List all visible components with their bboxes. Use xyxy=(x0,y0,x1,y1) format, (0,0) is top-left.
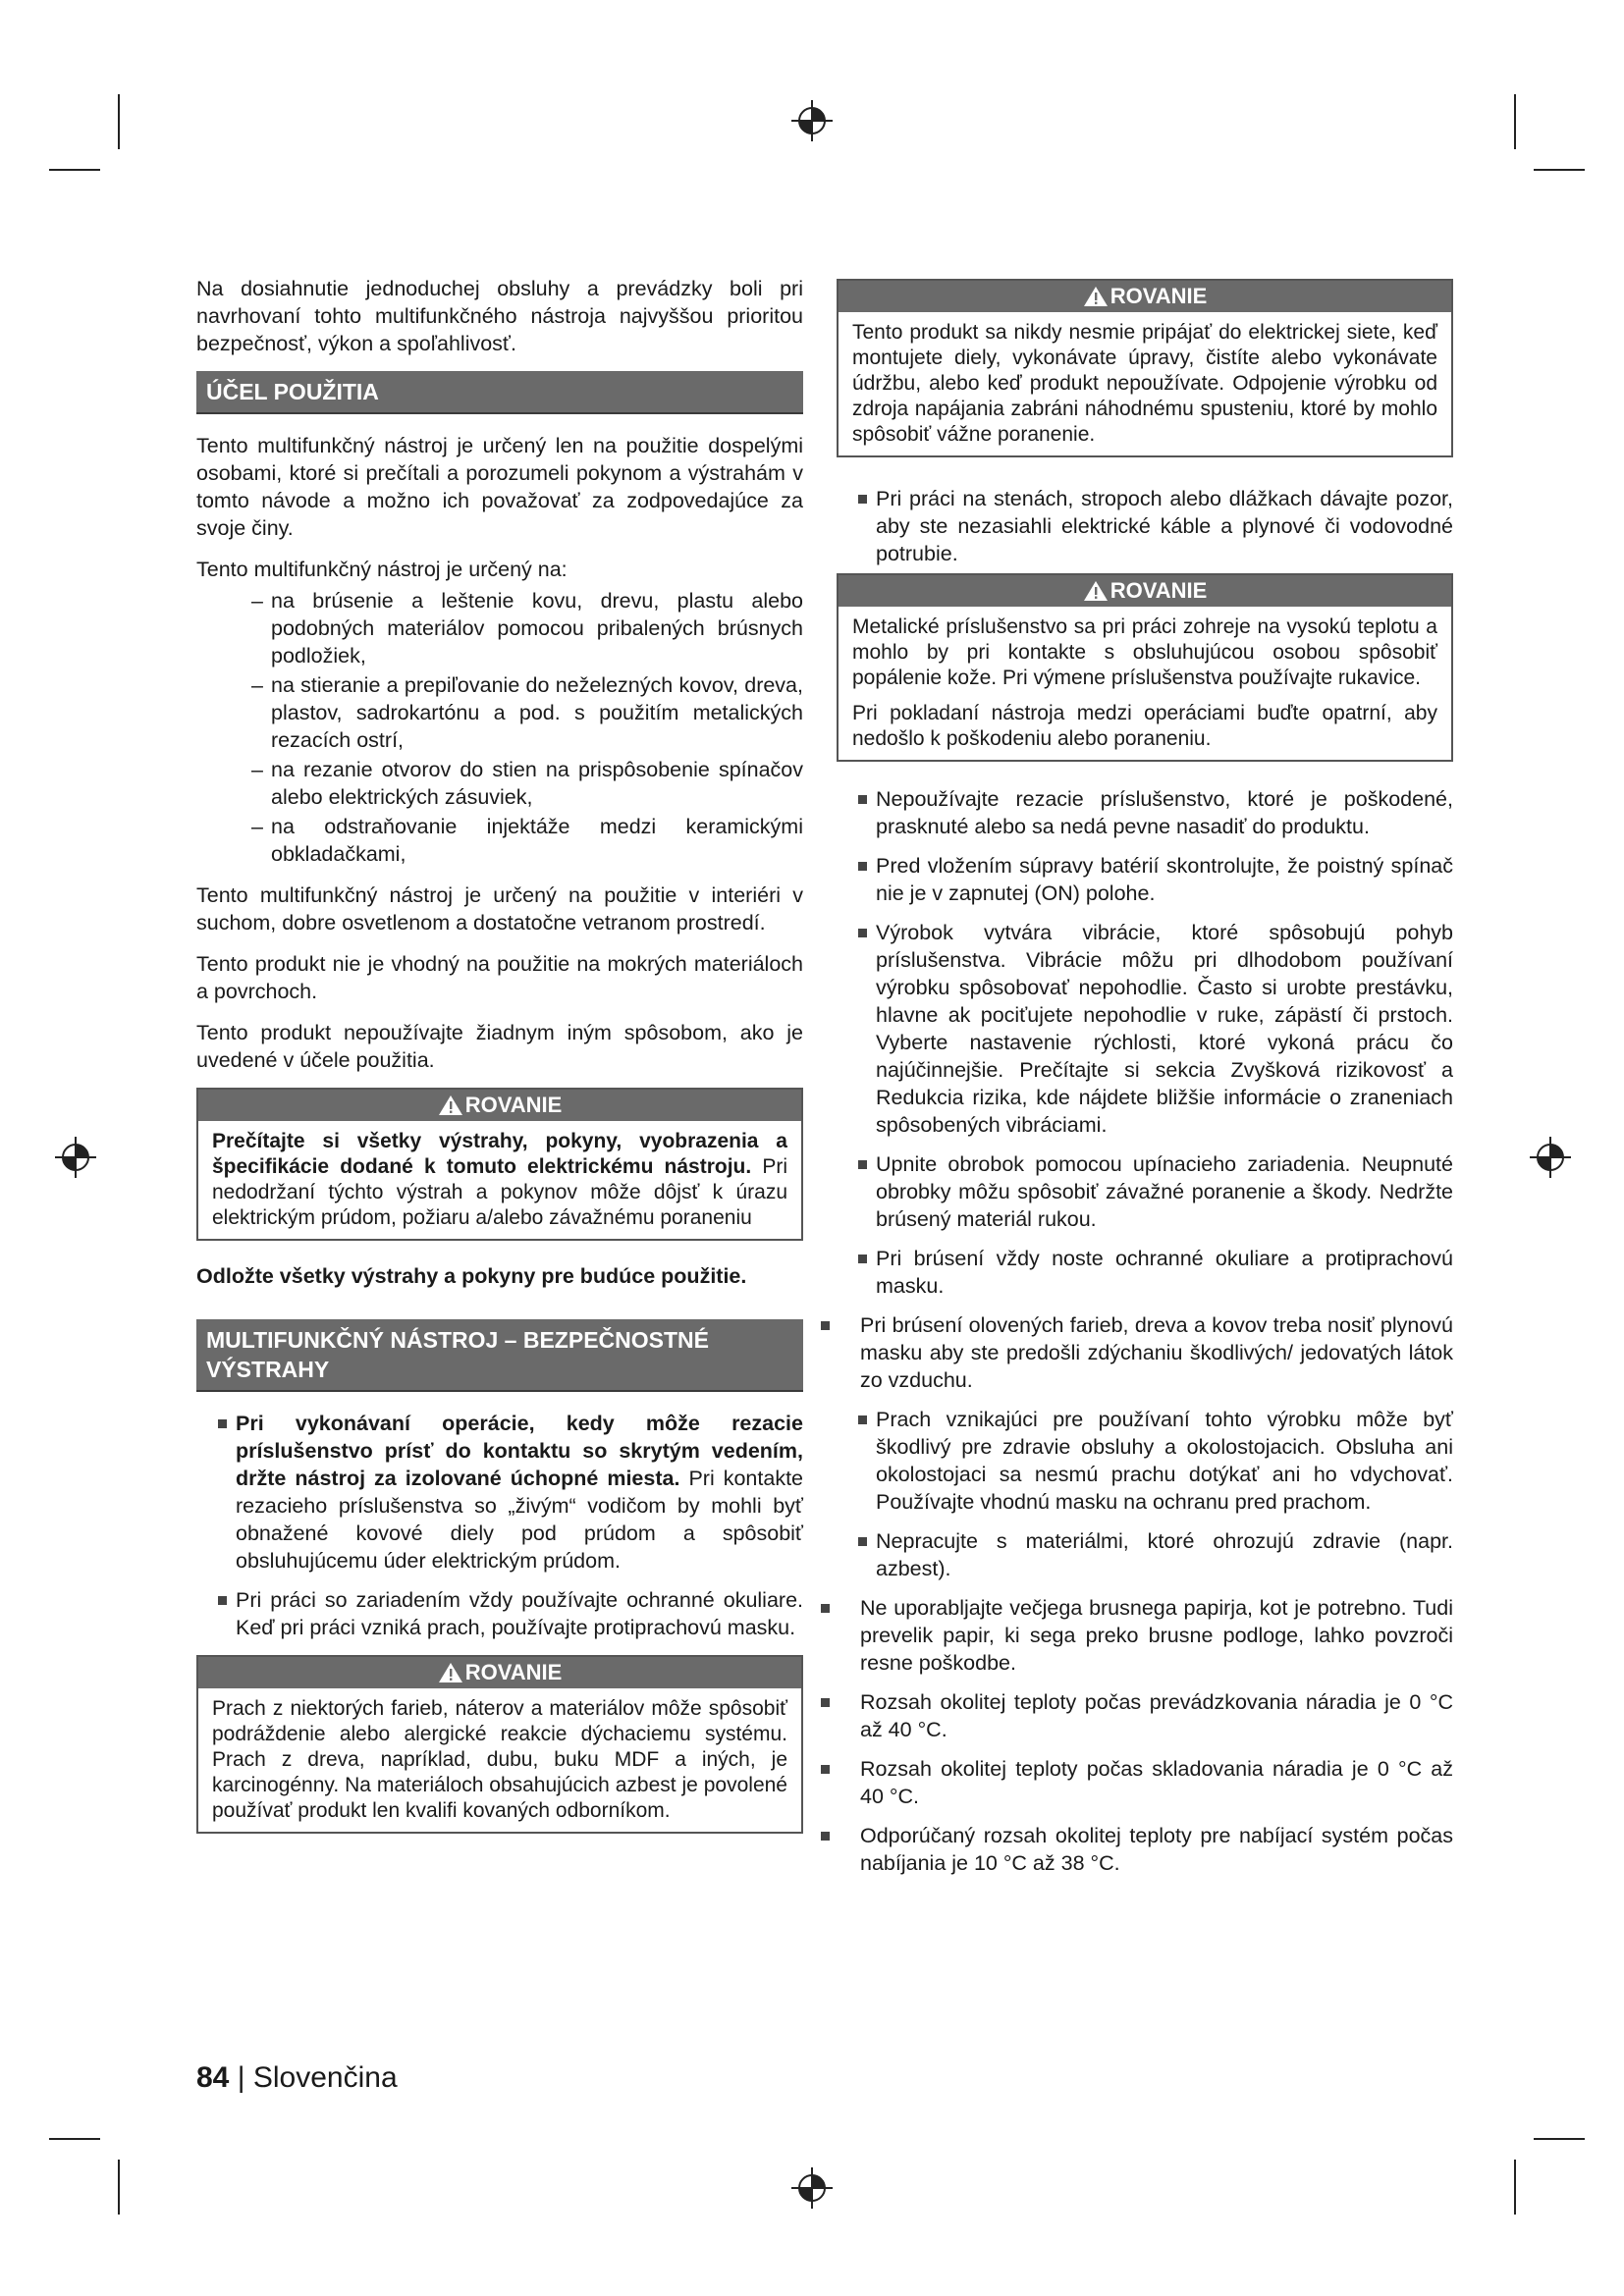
bullet-square-icon xyxy=(218,1596,227,1605)
bullet-square-icon xyxy=(821,1765,830,1774)
warning-body xyxy=(198,1121,801,1239)
dash-marker: – xyxy=(251,589,263,613)
bullet-square-icon xyxy=(858,1537,867,1546)
warning-header xyxy=(198,1657,801,1688)
list-item xyxy=(196,756,803,811)
bullet-square-icon xyxy=(821,1698,830,1707)
tool-bullets xyxy=(837,785,1453,1300)
warning-bold-text: Prečítajte si všetky výstrahy, pokyny, vyobrazenia a špecifikácie dodané k tomuto elektrickému nástroju. xyxy=(212,1130,787,1178)
bullet-square-icon xyxy=(821,1321,830,1330)
bullet-text: Pri práci na stenách, stropoch alebo dlážkach dávajte pozor, aby ste nezasiahli elektrické káble a plynové či vodovodné potrubie. xyxy=(876,487,1453,565)
bullet-text: Rozsah okolitej teploty počas skladovania náradia je 0 °C až 40 °C. xyxy=(860,1757,1453,1808)
purpose-paragraph-2: Tento multifunkčný nástroj je určený na: xyxy=(196,558,568,581)
list-item xyxy=(837,1150,1453,1233)
purpose-section-title: ÚČEL POUŽITIA xyxy=(196,371,803,414)
list-item-text: na odstraňovanie injektáže medzi keramickými obkladačkami, xyxy=(271,815,803,866)
bullet-text: Pri práci so zariadením vždy používajte ochranné okuliare. Keď pri práci vzniká prach, používajte protiprachovú masku. xyxy=(236,1588,803,1639)
dash-marker: – xyxy=(251,815,263,838)
list-item xyxy=(821,1688,1453,1743)
warning-title: ROVANIE xyxy=(464,1660,563,1684)
bullet-square-icon xyxy=(858,795,867,804)
list-item xyxy=(821,1594,1453,1677)
list-item xyxy=(837,919,1453,1139)
bullet-square-icon xyxy=(858,495,867,504)
warning-triangle-icon xyxy=(1083,286,1109,307)
crop-mark-br-v xyxy=(1514,2160,1516,2215)
warning-text: Tento produkt sa nikdy nesmie pripájať do elektrickej siete, keď montujete diely, vykonávate úpravy, čistíte alebo vykonávate údržbu, alebo keď produkt nepoužívate. Odpojenie výrobku od zdroja napájania zabráni náhodnému spusteniu, ktoré by mohlo spôsobiť vážne poranenie. xyxy=(852,321,1437,446)
warning-box-disconnect xyxy=(837,279,1453,457)
registration-mark-top xyxy=(789,98,835,143)
warning-triangle-icon xyxy=(438,1095,463,1116)
registration-mark-right xyxy=(1528,1135,1573,1180)
bullet-square-icon xyxy=(218,1419,227,1428)
warning-box-dust xyxy=(196,1655,803,1834)
list-item xyxy=(821,1755,1453,1810)
bullet-text: Ne uporabljajte večjega brusnega papirja, kot je potrebno. Tudi prevelik papir, ki sega preko brusne podloge, lahko povzroči resne poškodbe. xyxy=(860,1596,1453,1675)
crop-mark-tl-v xyxy=(118,94,120,149)
purpose-paragraph-4: Tento produkt nie je vhodný na použitie na mokrých materiáloch a povrchoch. xyxy=(196,952,803,1003)
bullet-square-icon xyxy=(858,862,867,871)
bullet-square-icon xyxy=(821,1832,830,1841)
footer-separator: | xyxy=(237,2061,245,2094)
list-item-text: na stieranie a prepiľovanie do neželezných kovov, dreva, plastov, sadrokartónu a pod. s použitím metalických rezacích ostrí, xyxy=(271,673,803,752)
list-item-text: na brúsenie a leštenie kovu, drevu, plastu alebo podobných materiálov pomocou pribalených brúsnych podložiek, xyxy=(271,589,803,667)
right-column xyxy=(837,275,1453,1891)
safety-bullets xyxy=(196,1410,803,1641)
bullet-text: Rozsah okolitej teploty počas prevádzkovania náradia je 0 °C až 40 °C. xyxy=(860,1690,1453,1741)
crop-mark-tl-h xyxy=(49,169,100,171)
warning-title: ROVANIE xyxy=(1110,284,1208,308)
list-item xyxy=(196,671,803,754)
bullet-text: Nepoužívajte rezacie príslušenstvo, ktoré je poškodené, prasknuté alebo sa nedá pevne nasadiť do produktu. xyxy=(876,787,1453,838)
temperature-bullets xyxy=(821,1594,1453,1877)
purpose-paragraph-3: Tento multifunkčný nástroj je určený na použitie v interiéri v suchom, dobre osvetlenom a dostatočne vetranom prostredí. xyxy=(196,883,803,934)
warning-text: Pri nedodržaní týchto výstrah a pokynov môže dôjsť k úrazu elektrickým prúdom, požiaru a/alebo závažnému poraneniu xyxy=(212,1155,788,1229)
safety-section-title: MULTIFUNKČNÝ NÁSTROJ – BEZPEČNOSTNÉ VÝSTRAHY xyxy=(196,1319,803,1392)
registration-mark-left xyxy=(53,1135,98,1180)
warning-body xyxy=(198,1688,801,1832)
lead-paint-bullet xyxy=(837,1311,1453,1394)
warning-body xyxy=(839,607,1451,760)
keep-instructions-notice: Odložte všetky výstrahy a pokyny pre budúce použitie. xyxy=(196,1264,747,1288)
crop-mark-bl-h xyxy=(49,2138,100,2140)
bullet-text: Upnite obrobok pomocou upínacieho zariadenia. Neupnuté obrobky môžu spôsobiť závažné poranenie a škody. Nedržte brúsený materiál rukou. xyxy=(876,1152,1453,1231)
bullet-text: Pri kontakte rezacieho príslušenstva so „živým“ vodičom by mohli byť obnažené kovové diely pod prúdom a spôsobiť obsluhujúcemu úder elektrickým prúdom. xyxy=(236,1467,804,1573)
warning-title: ROVANIE xyxy=(1110,578,1208,603)
bullet-square-icon xyxy=(858,1160,867,1169)
warning-triangle-icon xyxy=(438,1662,463,1683)
purpose-paragraph-5: Tento produkt nepoužívajte žiadnym iným spôsobom, ako je uvedené v účele použitia. xyxy=(196,1021,803,1072)
bullet-text: Prach vznikajúci pre používaní tohto výrobku môže byť škodlivý pre zdravie obsluhy a okolostojacich. Obsluha ani okolostojaci sa nesmú prachu dotýkať ani ho vdychovať. Používajte vhodnú masku na ochranu pred prachom. xyxy=(876,1408,1453,1514)
page-footer xyxy=(196,2061,398,2095)
walls-bullet xyxy=(837,485,1453,567)
warning-header xyxy=(839,575,1451,607)
bullet-text: Pred vložením súpravy batérií skontrolujte, že poistný spínač nie je v zapnutej (ON) polohe. xyxy=(876,854,1453,905)
warning-body xyxy=(839,312,1451,455)
registration-mark-bottom xyxy=(789,2165,835,2211)
warning-header xyxy=(839,281,1451,312)
list-item xyxy=(821,1311,1453,1394)
bullet-square-icon xyxy=(858,1415,867,1424)
list-item xyxy=(837,485,1453,567)
list-item xyxy=(196,1586,803,1641)
list-item xyxy=(837,1406,1453,1516)
bullet-bold-text: Pri vykonávaní operácie, kedy môže rezacie príslušenstvo prísť do kontaktu so skrytým vedením, držte nástroj za izolované úchopné miesta. xyxy=(236,1412,803,1490)
warning-header xyxy=(198,1090,801,1121)
crop-mark-tr-v xyxy=(1514,94,1516,149)
intro-paragraph: Na dosiahnutie jednoduchej obsluhy a prevádzky boli pri navrhovaní tohto multifunkčného nástroja najvyššou prioritou bezpečnosť, výkon a spoľahlivosť. xyxy=(196,277,803,355)
uses-list xyxy=(196,587,803,868)
bullet-text: Odporúčaný rozsah okolitej teploty pre nabíjací systém počas nabíjania je 10 °C až 38 °C. xyxy=(860,1824,1453,1875)
warning-text: Pri pokladaní nástroja medzi operáciami buďte opatrní, aby nedošlo k poškodeniu alebo poraneniu. xyxy=(852,702,1437,750)
warning-text: Prach z niektorých farieb, náterov a materiálov môže spôsobiť podráždenie alebo alergické reakcie dýchaciemu systému. Prach z dreva, napríklad, dubu, buku MDF a iných, je karcinogénny. Na materiáloch obsahujúcich azbest je povolené používať produkt len kvalifi kovaných odborníkom. xyxy=(212,1697,787,1822)
dash-marker: – xyxy=(251,673,263,697)
list-item xyxy=(196,1410,803,1575)
warning-triangle-icon xyxy=(1083,580,1109,602)
warning-box-read-instructions xyxy=(196,1088,803,1241)
footer-language: Slovenčina xyxy=(252,2061,398,2094)
warning-box-hot-accessory xyxy=(837,573,1453,762)
bullet-text: Výrobok vytvára vibrácie, ktoré spôsobujú pohyb príslušenstva. Vibrácie môžu pri dlhodobom používaní výrobku spôsobovať nepohodlie. Často si urobte prestávku, hlavne ak pociťujete nepohodlie v ruke, zápästí či prstoch. Vyberte nastavenie rýchlosti, ktoré vykoná prácu čo najúčinnejšie. Prečítajte si sekcia Zvyšková rizikovosť a Redukcia rizika, kde nájdete bližšie informácie o zraneniach spôsobených vibráciami. xyxy=(876,921,1453,1137)
crop-mark-tr-h xyxy=(1534,169,1585,171)
left-column xyxy=(196,275,803,1851)
crop-mark-br-h xyxy=(1534,2138,1585,2140)
dust-bullets xyxy=(837,1406,1453,1582)
bullet-square-icon xyxy=(821,1604,830,1613)
list-item xyxy=(196,587,803,669)
list-item-text: na rezanie otvorov do stien na prispôsobenie spínačov alebo elektrických zásuviek, xyxy=(271,758,803,809)
crop-mark-bl-v xyxy=(118,2160,120,2215)
bullet-text: Nepracujte s materiálmi, ktoré ohrozujú zdravie (napr. azbest). xyxy=(876,1529,1453,1580)
list-item xyxy=(196,813,803,868)
list-item xyxy=(837,1245,1453,1300)
bullet-text: Pri brúsení olovených farieb, dreva a kovov treba nosiť plynovú masku aby ste predošli zdýchaniu škodlivých/ jedovatých látok zo vzduchu. xyxy=(860,1313,1453,1392)
purpose-paragraph-1: Tento multifunkčný nástroj je určený len na použitie dospelými osobami, ktoré si prečítali a porozumeli pokynom a výstrahám v tomto návode a možno ich považovať za zodpovedajúce za svoje činy. xyxy=(196,434,803,540)
list-item xyxy=(821,1822,1453,1877)
dash-marker: – xyxy=(251,758,263,781)
list-item xyxy=(837,852,1453,907)
bullet-square-icon xyxy=(858,1255,867,1263)
page-number: 84 xyxy=(196,2061,230,2094)
warning-text: Metalické príslušenstvo sa pri práci zohreje na vysokú teplotu a mohlo by pri kontakte s obsluhujúcou osobou spôsobiť popálenie kože. Pri výmene príslušenstva používajte rukavice. xyxy=(852,615,1437,689)
warning-title: ROVANIE xyxy=(464,1093,563,1117)
list-item xyxy=(837,1527,1453,1582)
list-item xyxy=(837,785,1453,840)
bullet-square-icon xyxy=(858,929,867,937)
bullet-text: Pri brúsení vždy noste ochranné okuliare a protiprachovú masku. xyxy=(876,1247,1453,1298)
